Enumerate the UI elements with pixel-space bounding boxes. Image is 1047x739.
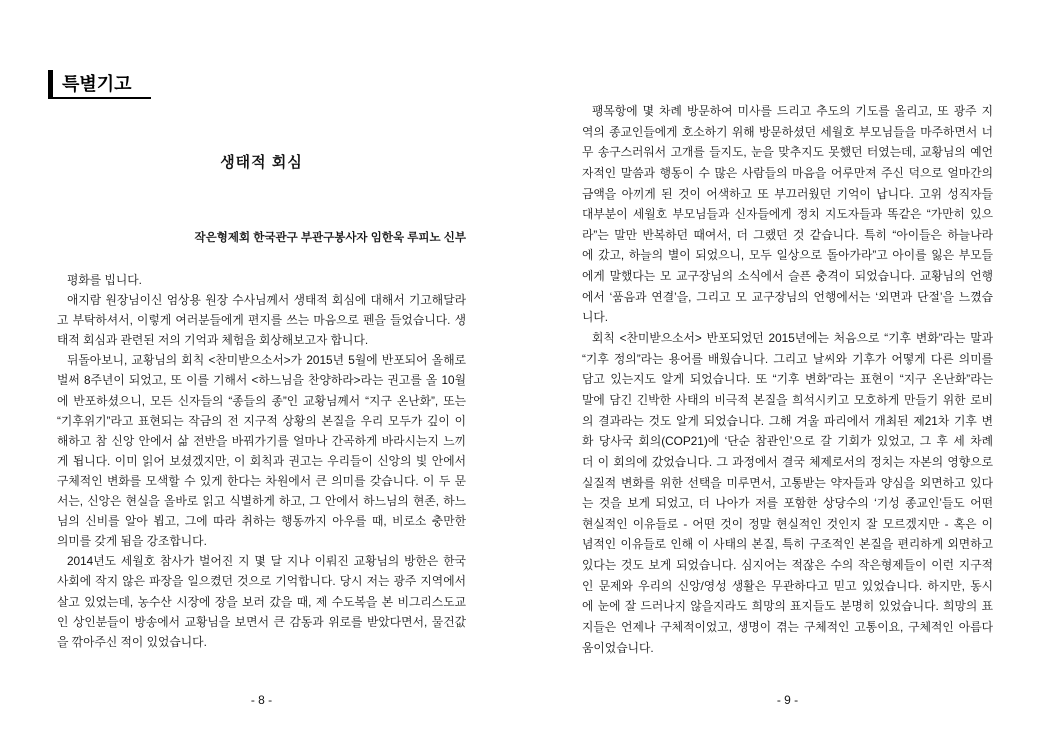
body-line: 애지람 원장님이신 엄상용 원장 수사님께서 생태적 회심에 대해서 기고해달라 (67, 293, 466, 308)
page-right (523, 0, 1047, 739)
body-line: 대부분이 세월호 부모님들과 신자들에게 정치 지도자들과 똑같은 “가만히 있으 (582, 207, 993, 222)
body-line: 말에 담긴 긴박한 사태의 비극적 본질을 희석시키고 모호하게 만들기 위한 로비 (582, 392, 993, 407)
body-line: 벌써 8주년이 되었고, 또 이를 기해서 <하느님을 찬양하라>라는 권고를 올 10월 (57, 373, 466, 388)
body-line: 무 송구스러워서 고개를 들지도, 눈을 맞추지도 못했던 터였는데, 교황님의 예언 (582, 145, 993, 160)
body-line: 게 됩니다. 이미 읽어 보셨겠지만, 이 회칙과 권고는 우리들이 신앙의 빛 안에서 (57, 453, 466, 468)
page-left (0, 0, 523, 739)
body-line: 더 이 회의에 갔었습니다. 그 과정에서 결국 체제로서의 정치는 자본의 영향으로 (582, 454, 993, 469)
body-text (582, 101, 993, 658)
body-line: 평화를 빕니다. (67, 273, 142, 287)
body-line: 는 것을 보게 되었고, 더 나아가 저를 포함한 상당수의 ‘기성 종교인’들도 어떤 (582, 496, 993, 511)
body-line: 팽목항에 몇 차례 방문하여 미사를 드리고 추도의 기도를 올리고, 또 광주 지 (592, 104, 993, 118)
body-line: 회칙 <찬미받으소서> 반포되었던 2015년에는 처음으로 “기후 변화”라는 말과 (592, 331, 993, 346)
body-line: 움이었습니다. (582, 640, 654, 655)
body-line: 의미를 갖게 됨을 강조합니다. (57, 534, 207, 549)
page-number: - 8 - (250, 693, 273, 707)
body-line: 니다. (582, 310, 609, 325)
body-line: 라”는 말만 반복하던 때여서, 더 그랬던 것 같습니다. 특히 “아이들은 하늘나라 (582, 227, 993, 242)
section-header: 특별기고 (62, 74, 132, 94)
author-byline: 작은형제회 한국관구 부관구봉사자 임한욱 루피노 신부 (194, 232, 466, 244)
body-line: 의 결과라는 것도 알게 되었습니다. 그해 겨울 파리에서 개최된 제21차 기후 변 (582, 413, 993, 428)
body-line: 실질적 변화를 위한 선택을 미루면서, 고통받는 약자들과 양심을 외면하고 있다 (582, 475, 993, 490)
body-line: 자적인 말씀과 행동이 수 많은 사람들의 마음을 어루만져 주신 덕으로 얼마간의 (582, 165, 993, 180)
body-line: 님의 신비를 알아 뵙고, 그에 따라 취하는 행동까지 아우를 때, 비로소 충만한 (57, 514, 466, 529)
body-line: 을 깎아주신 적이 있었습니다. (57, 634, 207, 649)
body-line: “기후위기”라고 표현되는 작금의 전 지구적 상황의 본질을 우리 모두가 깊이 이 (57, 413, 466, 428)
body-line: 금액을 아끼게 된 것이 어색하고 또 부끄러웠던 기억이 납니다. 고위 성직자들 (582, 186, 993, 201)
body-line: 구체적인 변화를 모색할 수 있게 한다는 차원에서 큰 의미를 갖습니다. 이 두 문 (57, 473, 466, 488)
body-line: 역의 종교인들에게 호소하기 위해 방문하셨던 세월호 부모님들을 마주하면서 너 (582, 124, 993, 139)
body-text (57, 270, 466, 652)
body-line: 있다는 것도 보게 되었습니다. 심지어는 적잖은 수의 작은형제들이 이런 지구적 (582, 558, 993, 573)
body-line: 에 눈에 잘 드러나지 않을지라도 희망의 표지들도 분명히 있었습니다. 희망의 표 (582, 599, 993, 614)
article-title: 생태적 회심 (220, 154, 303, 171)
body-line: 해하고 참 신앙 안에서 삶 전반을 바꿔가기를 얼마나 간곡하게 바라시는지 느끼 (57, 433, 466, 448)
body-line: 살고 있었는데, 농수산 시장에 장을 보러 갔을 때, 제 수도복을 본 비그리스도교 (57, 594, 466, 609)
body-line: 2014년도 세월호 참사가 벌어진 지 몇 달 지나 이뤄진 교황님의 방한은 한국 (67, 554, 466, 569)
body-line: 인 상인분들이 방송에서 교황님을 보면서 큰 감동과 위로를 받았다면서, 물건값 (57, 614, 466, 629)
body-line: 에게 말했다는 모 교구장님의 소식에서 슬픈 충격이 되었습니다. 교황님의 언행 (582, 269, 993, 284)
body-line: 지들은 언제나 구체적이었고, 생명이 겪는 구체적인 고통이요, 구체적인 아름다 (582, 620, 993, 635)
body-line: 에서 ‘품음과 연결’을, 그리고 모 교구장님의 언행에서는 ‘외면과 단절’을 느꼈습 (582, 289, 993, 304)
body-line: 념적인 이유들로 인해 이 사태의 본질, 특히 구조적인 본질을 편리하게 외면하고 (582, 537, 993, 552)
body-line: 화 당사국 회의(COP21)에 ‘단순 참관인’으로 갈 기회가 있었고, 그 후 세 차례 (582, 434, 993, 449)
header-accent-bar (48, 70, 53, 99)
header-underline (48, 97, 151, 99)
body-line: 뒤돌아보니, 교황님의 회칙 <찬미받으소서>가 2015년 5월에 반포되어 올해로 (67, 353, 466, 368)
body-line: 고 부탁하셔서, 이렇게 여러분들에게 편지를 쓰는 마음으로 펜을 들었습니다. 생 (57, 313, 466, 328)
body-line: “기후 정의”라는 용어를 배웠습니다. 그리고 날씨와 기후가 어떻게 다른 의미를 (582, 351, 993, 366)
body-line: 담고 있는지도 알게 되었습니다. 또 “기후 변화”라는 표현이 “지구 온난화”라는 (582, 372, 993, 387)
body-line: 서는, 신앙은 현실을 올바로 읽고 식별하게 하고, 그 안에서 하느님의 현존, 하느 (57, 494, 466, 509)
page-number: - 9 - (776, 693, 799, 707)
body-line: 태적 회심과 관련된 저의 기억과 체험을 회상해보고자 합니다. (57, 333, 369, 348)
body-line: 에 반포하셨으니, 모든 신자들의 “종들의 종”인 교황님께서 “지구 온난화”, 또는 (57, 393, 466, 408)
body-line: 인 문제와 우리의 신앙/영성 생활은 무관하다고 믿고 있었습니다. 하지만, 동시 (582, 578, 993, 593)
body-line: 현실적인 이유들로 - 어떤 것이 정말 현실적인 것인지 잘 모르겠지만 - 혹은 이 (582, 516, 993, 531)
body-line: 사회에 작지 않은 파장을 일으켰던 것으로 기억합니다. 당시 저는 광주 지역에서 (57, 574, 466, 589)
body-line: 에 갔고, 하늘의 별이 되었으니, 모두 일상으로 돌아가라”고 아이를 잃은 부모들 (582, 248, 993, 263)
